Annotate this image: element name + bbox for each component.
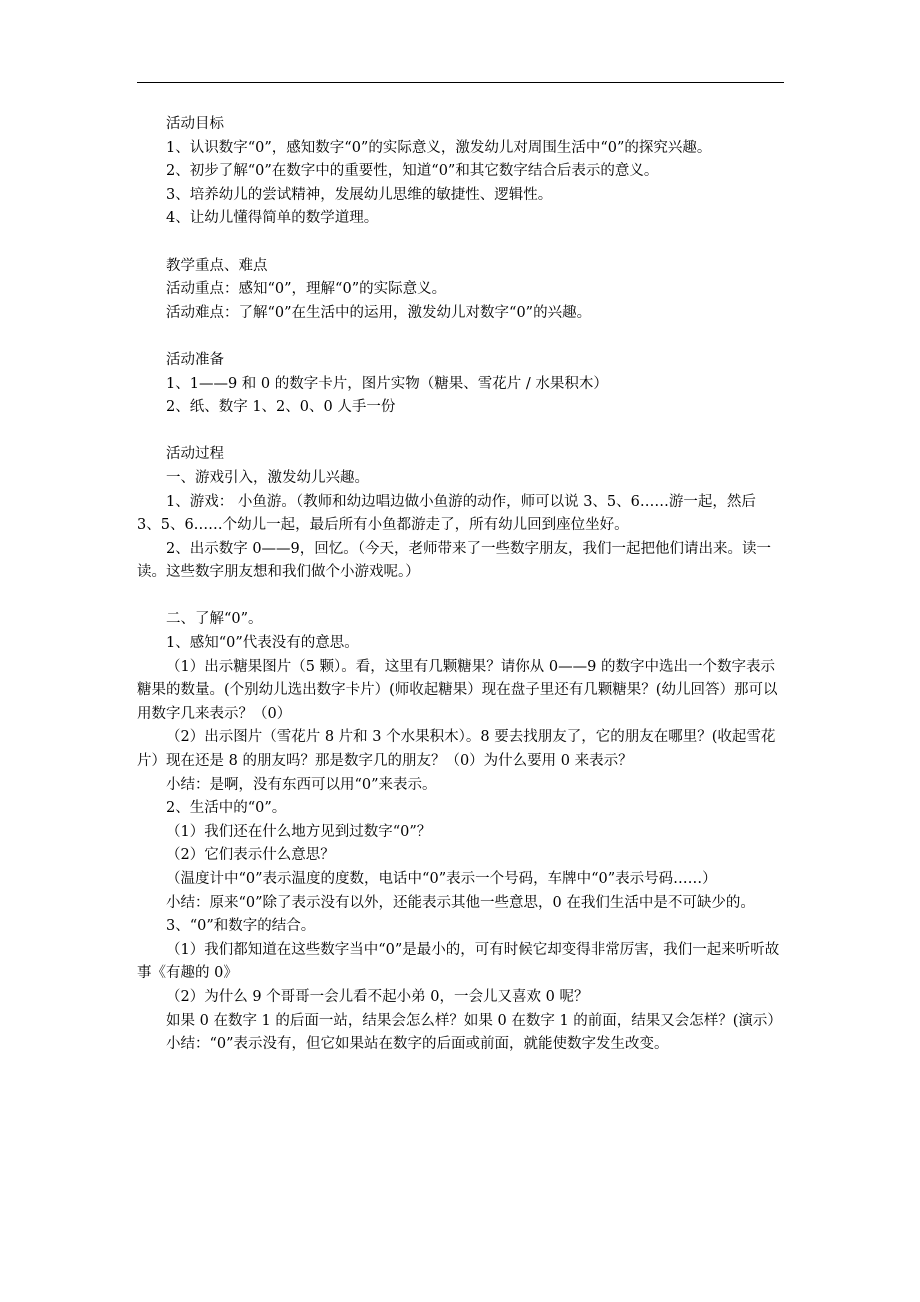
process-paragraph: 小结：“0”表示没有，但它如果站在数字的后面或前面，就能使数字发生改变。	[166, 1036, 669, 1053]
document-body	[137, 113, 784, 1057]
process-part2-heading: 二、了解“0”。	[166, 611, 263, 628]
process-paragraph: 1、感知“0”代表没有的意思。	[166, 635, 359, 652]
goal-item: 2、初步了解“0”在数字中的重要性，知道“0”和其它数字结合后表示的意义。	[166, 163, 659, 180]
process-paragraph: 2、生活中的“0”。	[166, 800, 287, 817]
header-rule	[137, 82, 784, 83]
process-paragraph: 小结：是啊，没有东西可以用“0”来表示。	[166, 776, 437, 793]
process-paragraph: 2、出示数字 0——9，回忆。（今天，老师带来了一些数字朋友，我们一起把他们请出来。读一读。这些数字朋友想和我们做个小游戏呢。）	[137, 540, 772, 581]
focus-item: 活动难点：了解“0”在生活中的运用，激发幼儿对数字“0”的兴趣。	[166, 304, 592, 321]
process-paragraph: 如果 0 在数字 1 的后面一站，结果会怎么样？如果 0 在数字 1 的前面，结果又会怎样？(演示）	[166, 1012, 782, 1029]
process-paragraph: （2）出示图片（雪花片 8 片和 3 个水果积木）。8 要去找朋友了，它的朋友在哪里？(收起雪花片）现在还是 8 的朋友吗？那是数字几的朋友？（0）为什么要用 0 来表示？	[137, 729, 776, 770]
goal-item: 3、培养幼儿的尝试精神，发展幼儿思维的敏捷性、逻辑性。	[166, 186, 553, 203]
process-paragraph: 小结：原来“0”除了表示没有以外，还能表示其他一些意思，0 在我们生活中是不可缺少的。	[166, 894, 755, 911]
section-heading-focus: 教学重点、难点	[166, 257, 268, 274]
process-paragraph: 1、游戏： 小鱼游。（教师和幼边唱边做小鱼游的动作，师可以说 3、5、6……游一起，然后 3、5、6……个幼儿一起，最后所有小鱼都游走了，所有幼儿回到座位坐好。	[137, 493, 756, 534]
process-paragraph: （2）它们表示什么意思？	[166, 847, 335, 864]
process-paragraph: （2）为什么 9 个哥哥一会儿看不起小弟 0，一会儿又喜欢 0 呢？	[166, 988, 589, 1005]
goal-item: 4、让幼儿懂得简单的数学道理。	[166, 210, 379, 227]
process-paragraph: （温度计中“0”表示温度的度数，电话中“0”表示一个号码，车牌中“0”表示号码……）	[166, 871, 717, 887]
process-paragraph: （1）我们还在什么地方见到过数字“0”？	[166, 823, 432, 840]
process-paragraph: （1）我们都知道在这些数字当中“0”是最小的，可有时候它却变得非常厉害，我们一起来听听故事《有趣的 0》	[137, 941, 780, 982]
prep-item: 1、1——9 和 0 的数字卡片，图片实物（糖果、雪花片 / 水果积木）	[166, 375, 608, 392]
focus-item: 活动重点：感知“0”，理解“0”的实际意义。	[166, 281, 447, 298]
process-paragraph: 3、“0”和数字的结合。	[166, 918, 316, 935]
section-heading-prep: 活动准备	[166, 351, 224, 368]
process-paragraph: 一、游戏引入，激发幼儿兴趣。	[166, 469, 369, 486]
process-paragraph: （1）出示糖果图片（5 颗）。看，这里有几颗糖果？请你从 0——9 的数字中选出一个数字表示糖果的数量。(个别幼儿选出数字卡片）(师收起糖果）现在盘子里还有几颗糖果？(幼儿回答）那可以用数字几来表示？（0）	[137, 658, 778, 722]
section-heading-goals: 活动目标	[166, 116, 224, 132]
prep-item: 2、纸、数字 1、2、0、0 人手一份	[166, 399, 396, 416]
goal-item: 1、认识数字“0”，感知数字“0”的实际意义，激发幼儿对周围生活中“0”的探究兴趣。	[166, 139, 712, 156]
section-heading-process: 活动过程	[166, 446, 224, 463]
